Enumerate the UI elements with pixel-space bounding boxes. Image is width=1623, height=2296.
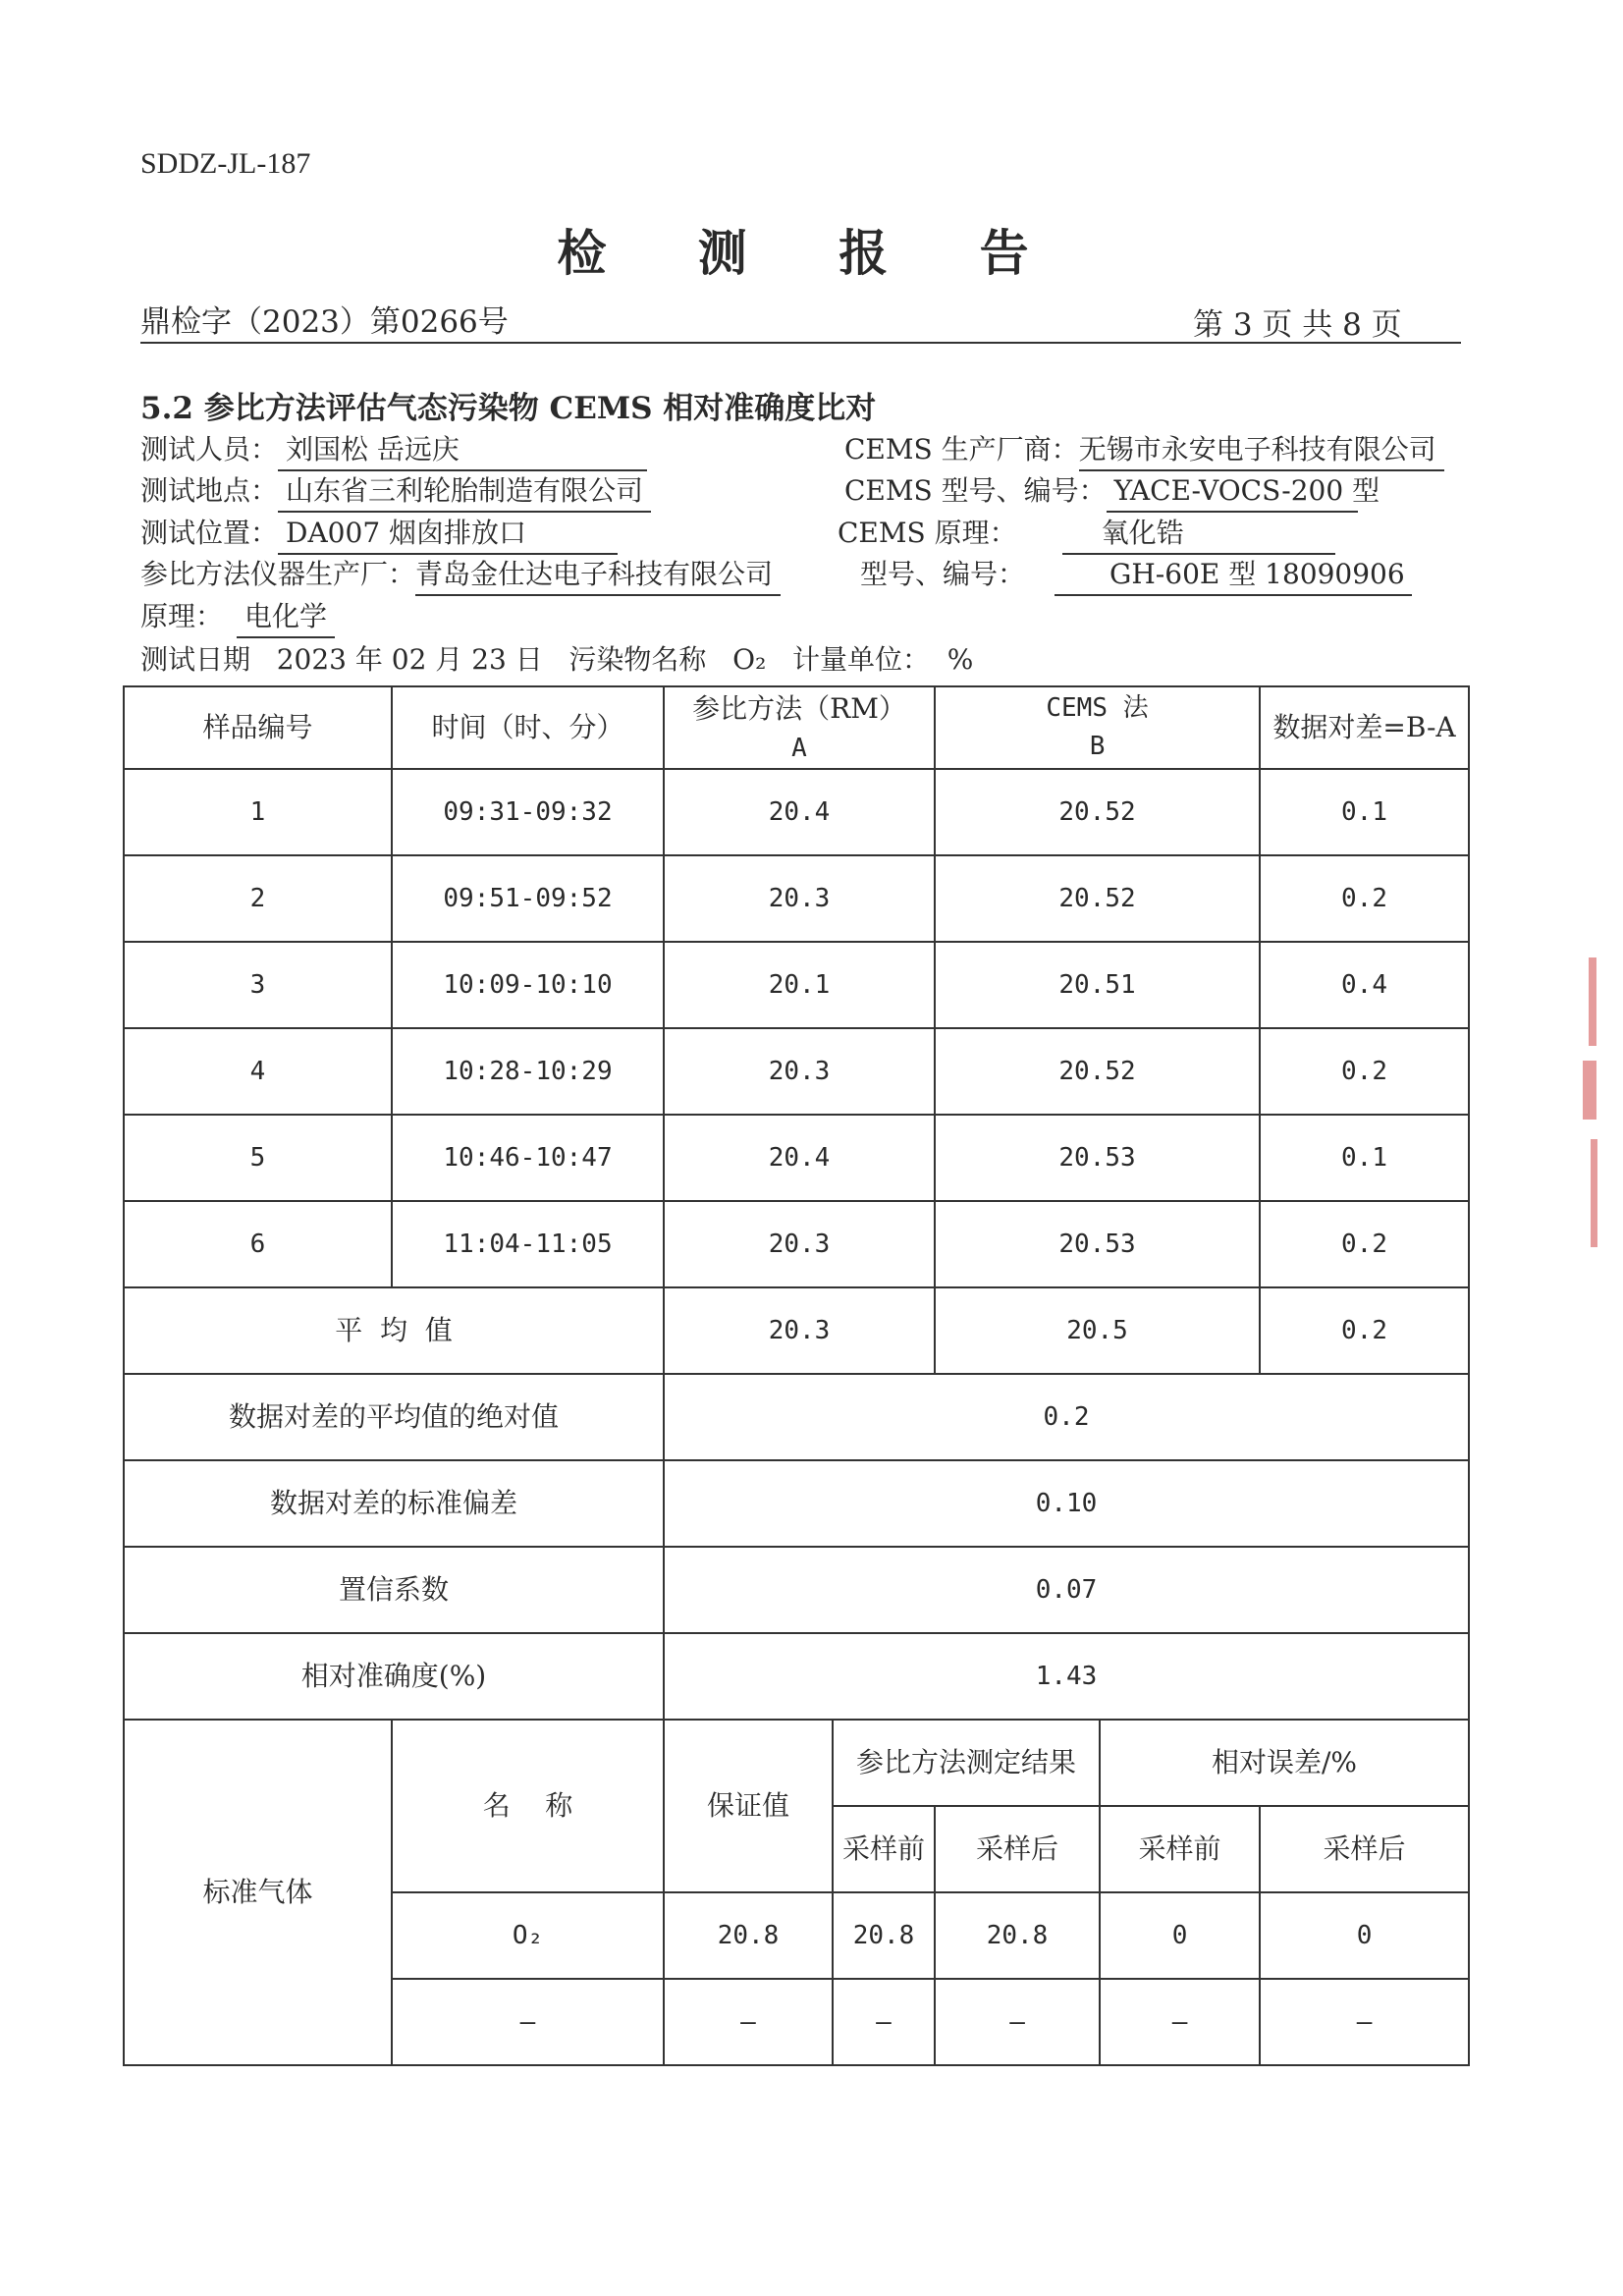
cell-rm-a: 20.4 (664, 769, 935, 855)
cell-cems-b: 20.51 (935, 942, 1260, 1028)
cell-time: 10:28-10:29 (392, 1028, 664, 1115)
model-label: 型号、编号： (860, 558, 1026, 590)
std-gas-rm-before: — (833, 1979, 935, 2065)
principle-line (140, 595, 335, 638)
std-gas-err-after: — (1260, 1979, 1469, 2065)
cems-model-value: YACE-VOCS-200 型 (1107, 469, 1358, 513)
std-gas-guarantee: 20.8 (664, 1892, 833, 1979)
stat-value: 0.10 (664, 1460, 1469, 1547)
std-gas-name: — (392, 1979, 664, 2065)
cell-sample-no: 2 (124, 855, 392, 942)
std-gas-guarantee: — (664, 1979, 833, 2065)
header-rm-a (664, 686, 935, 769)
cell-sample-no: 3 (124, 942, 392, 1028)
cems-principle-value: 氧化锆 (1062, 512, 1335, 555)
err-after-header: 采样后 (1260, 1806, 1469, 1892)
cell-diff: 0.2 (1260, 855, 1469, 942)
average-diff: 0.2 (1260, 1287, 1469, 1374)
cell-sample-no: 6 (124, 1201, 392, 1287)
cell-diff: 0.2 (1260, 1201, 1469, 1287)
cell-diff: 0.2 (1260, 1028, 1469, 1115)
rm-maker-label: 参比方法仪器生产厂： (140, 558, 416, 590)
average-a: 20.3 (664, 1287, 935, 1374)
cell-cems-b: 20.53 (935, 1115, 1260, 1201)
std-gas-err-before: 0 (1100, 1892, 1260, 1979)
cell-time: 09:31-09:32 (392, 769, 664, 855)
stat-label: 置信系数 (124, 1547, 664, 1633)
position-label: 测试位置： (140, 517, 279, 549)
cell-time: 11:04-11:05 (392, 1201, 664, 1287)
principle-label: 原理： (140, 600, 224, 632)
header-cems-b-line2: B (1089, 732, 1106, 761)
table-row (124, 1115, 1469, 1201)
header-divider (140, 342, 1461, 344)
std-gas-rm-result-header: 参比方法测定结果 (833, 1720, 1100, 1806)
std-gas-rm-before: 20.8 (833, 1892, 935, 1979)
header-sample-no: 样品编号 (124, 686, 392, 769)
reference-number: 鼎检字（2023）第0266号 (140, 304, 509, 340)
header-cems-b (935, 686, 1260, 769)
std-gas-rm-after: 20.8 (935, 1892, 1100, 1979)
cell-time: 09:51-09:52 (392, 855, 664, 942)
cell-cems-b: 20.52 (935, 855, 1260, 942)
stat-label: 相对准确度(%) (124, 1633, 664, 1720)
cell-rm-a: 20.3 (664, 1201, 935, 1287)
header-time: 时间（时、分） (392, 686, 664, 769)
cell-rm-a: 20.3 (664, 855, 935, 942)
header-diff: 数据对差=B-A (1260, 686, 1469, 769)
header-rm-a-line2: A (791, 733, 807, 763)
err-before-header: 采样前 (1100, 1806, 1260, 1892)
cems-principle-label: CEMS 原理： (838, 517, 1017, 549)
cell-sample-no: 1 (124, 769, 392, 855)
stat-row (124, 1633, 1469, 1720)
average-row (124, 1287, 1469, 1374)
location-line (140, 469, 651, 513)
model-line (860, 553, 1412, 596)
stat-value: 1.43 (664, 1633, 1469, 1720)
cems-maker-label: CEMS 生产厂商： (844, 433, 1079, 465)
seal-edge-mark (1589, 957, 1596, 1046)
cems-model-label: CEMS 型号、编号： (844, 474, 1107, 507)
stat-value: 0.2 (664, 1374, 1469, 1460)
cell-rm-a: 20.3 (664, 1028, 935, 1115)
test-date-line: 测试日期 2023 年 02 月 23 日 污染物名称 O₂ 计量单位： % (140, 643, 974, 676)
cell-time: 10:09-10:10 (392, 942, 664, 1028)
stat-row (124, 1374, 1469, 1460)
seal-edge-mark (1583, 1061, 1596, 1120)
tester-label: 测试人员： (140, 433, 279, 465)
section-title: 5.2 参比方法评估气态污染物 CEMS 相对准确度比对 (140, 391, 877, 426)
average-b: 20.5 (935, 1287, 1260, 1374)
cell-rm-a: 20.4 (664, 1115, 935, 1201)
std-gas-guarantee-header: 保证值 (664, 1720, 833, 1892)
tester-value: 刘国松 岳远庆 (278, 428, 647, 471)
cell-sample-no: 5 (124, 1115, 392, 1201)
cell-sample-no: 4 (124, 1028, 392, 1115)
model-value: GH-60E 型 18090906 (1055, 553, 1412, 596)
position-line (140, 512, 618, 555)
std-gas-header-row (124, 1720, 1469, 1806)
cell-diff: 0.1 (1260, 1115, 1469, 1201)
table-row (124, 855, 1469, 942)
std-gas-name-header: 名 称 (392, 1720, 664, 1892)
header-rm-a-line1: 参比方法（RM） (692, 691, 906, 725)
cell-diff: 0.1 (1260, 769, 1469, 855)
table-row (124, 1201, 1469, 1287)
table-row (124, 1028, 1469, 1115)
cell-cems-b: 20.52 (935, 1028, 1260, 1115)
header-cems-b-line1: CEMS 法 (1046, 693, 1149, 723)
std-gas-name: O₂ (392, 1892, 664, 1979)
cell-cems-b: 20.52 (935, 769, 1260, 855)
location-label: 测试地点： (140, 474, 279, 507)
rm-maker-line (140, 553, 781, 596)
stat-row (124, 1460, 1469, 1547)
table-header-row (124, 686, 1469, 769)
cell-rm-a: 20.1 (664, 942, 935, 1028)
principle-value: 电化学 (237, 595, 335, 638)
stat-row (124, 1547, 1469, 1633)
std-gas-rel-error-header: 相对误差/% (1100, 1720, 1469, 1806)
cell-time: 10:46-10:47 (392, 1115, 664, 1201)
tester-line (140, 428, 647, 471)
rm-after-header: 采样后 (935, 1806, 1100, 1892)
table-row (124, 769, 1469, 855)
std-gas-rm-after: — (935, 1979, 1100, 2065)
cems-maker-line (844, 428, 1444, 471)
std-gas-err-after: 0 (1260, 1892, 1469, 1979)
stat-label: 数据对差的标准偏差 (124, 1460, 664, 1547)
cell-cems-b: 20.53 (935, 1201, 1260, 1287)
cems-maker-value: 无锡市永安电子科技有限公司 (1079, 428, 1444, 471)
cems-model-line (844, 469, 1380, 513)
std-gas-label: 标准气体 (124, 1720, 392, 2065)
rm-maker-value: 青岛金仕达电子科技有限公司 (415, 553, 781, 596)
location-value: 山东省三利轮胎制造有限公司 (278, 469, 651, 513)
cell-diff: 0.4 (1260, 942, 1469, 1028)
rm-before-header: 采样前 (833, 1806, 935, 1892)
page-number: 第 3 页 共 8 页 (1193, 307, 1402, 343)
stat-label: 数据对差的平均值的绝对值 (124, 1374, 664, 1460)
table-row (124, 942, 1469, 1028)
stat-value: 0.07 (664, 1547, 1469, 1633)
document-code: SDDZ-JL-187 (140, 147, 311, 180)
average-label: 平 均 值 (124, 1287, 664, 1374)
seal-edge-mark (1591, 1139, 1597, 1247)
comparison-table (123, 685, 1470, 2066)
std-gas-err-before: — (1100, 1979, 1260, 2065)
position-value: DA007 烟囱排放口 (278, 512, 618, 555)
document-title: 检 测 报 告 (557, 224, 1066, 282)
cems-principle-line (838, 512, 1335, 555)
